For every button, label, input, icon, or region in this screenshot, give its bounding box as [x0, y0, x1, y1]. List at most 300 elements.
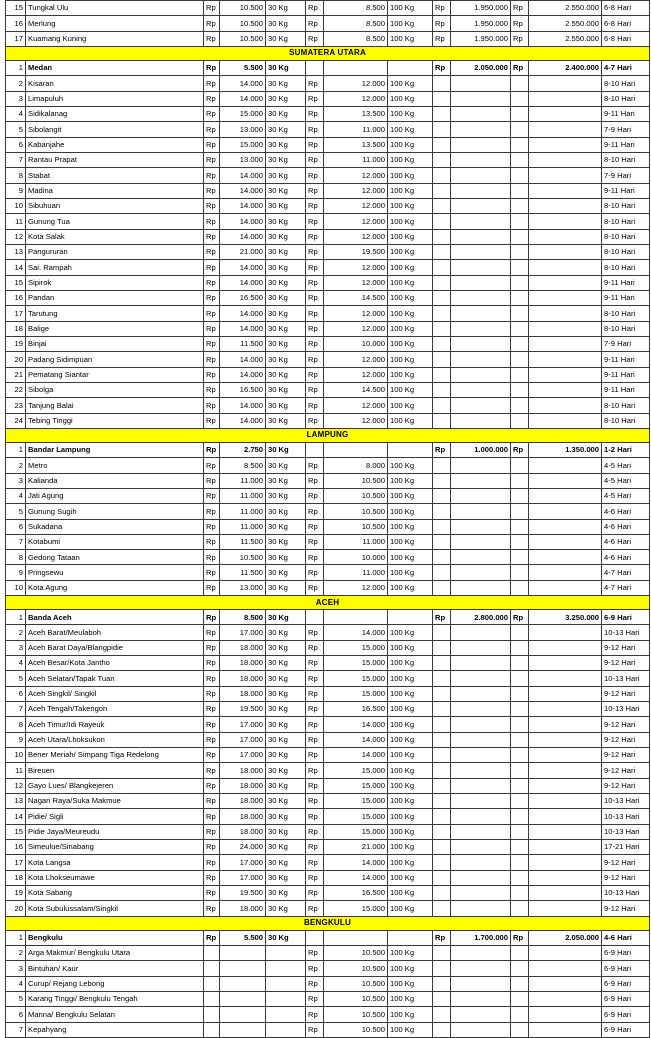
- tariff-motor: [451, 152, 511, 167]
- estimasi-hari: 17-21 Hari: [602, 840, 650, 855]
- tariff-mobil: 2.550.000: [529, 31, 602, 46]
- currency-30kg: Rp: [204, 122, 220, 137]
- table-row[interactable]: [6, 244, 650, 259]
- table-row[interactable]: [6, 367, 650, 382]
- tariff-motor: [451, 106, 511, 121]
- currency-100kg: Rp: [306, 732, 324, 747]
- table-row[interactable]: [6, 352, 650, 367]
- unit-30kg: 30 Kg: [266, 260, 306, 275]
- tariff-100kg: [324, 442, 388, 457]
- table-row[interactable]: [6, 809, 650, 824]
- city-name: Kota Subulussalam/Singkil: [26, 901, 204, 916]
- table-row[interactable]: [6, 16, 650, 31]
- table-row[interactable]: [6, 640, 650, 655]
- table-row[interactable]: [6, 1007, 650, 1022]
- estimasi-hari: 4-6 Hari: [602, 504, 650, 519]
- table-row[interactable]: [6, 930, 650, 945]
- city-name: Bireuen: [26, 763, 204, 778]
- tariff-30kg: 11.500: [220, 565, 266, 580]
- table-row[interactable]: [6, 534, 650, 549]
- unit-100kg: 100 Kg: [388, 886, 433, 901]
- currency-100kg: Rp: [306, 275, 324, 290]
- tariff-30kg: 17.000: [220, 870, 266, 885]
- unit-100kg: 100 Kg: [388, 290, 433, 305]
- table-row[interactable]: [6, 122, 650, 137]
- estimasi-hari: 9-12 Hari: [602, 763, 650, 778]
- tariff-100kg: 8.000: [324, 458, 388, 473]
- unit-100kg: 100 Kg: [388, 961, 433, 976]
- currency-100kg: Rp: [306, 382, 324, 397]
- unit-30kg: 30 Kg: [266, 534, 306, 549]
- currency-mobil: [511, 168, 529, 183]
- tariff-30kg: 14.000: [220, 198, 266, 213]
- unit-30kg: 30 Kg: [266, 244, 306, 259]
- currency-100kg: Rp: [306, 748, 324, 763]
- table-row[interactable]: [6, 1022, 650, 1037]
- tariff-mobil: [529, 91, 602, 106]
- currency-mobil: [511, 580, 529, 595]
- unit-30kg: 30 Kg: [266, 580, 306, 595]
- unit-30kg: [266, 946, 306, 961]
- tariff-30kg: 14.000: [220, 91, 266, 106]
- tariff-30kg: 15.000: [220, 106, 266, 121]
- currency-mobil: [511, 106, 529, 121]
- currency-motor: [433, 794, 451, 809]
- currency-30kg: Rp: [204, 732, 220, 747]
- currency-30kg: Rp: [204, 244, 220, 259]
- tariff-30kg: 2.750: [220, 442, 266, 457]
- row-number: 8: [6, 168, 26, 183]
- tariff-motor: [451, 625, 511, 640]
- tariff-100kg: 14.000: [324, 625, 388, 640]
- currency-motor: [433, 855, 451, 870]
- tariff-100kg: 10.500: [324, 961, 388, 976]
- tariff-100kg: 11.000: [324, 152, 388, 167]
- unit-30kg: 30 Kg: [266, 686, 306, 701]
- city-name: Tebing Tinggi: [26, 413, 204, 428]
- currency-100kg: Rp: [306, 565, 324, 580]
- currency-mobil: [511, 1022, 529, 1037]
- city-name: Stabat: [26, 168, 204, 183]
- currency-motor: [433, 473, 451, 488]
- tariff-100kg: 10.000: [324, 336, 388, 351]
- currency-30kg: Rp: [204, 656, 220, 671]
- tariff-mobil: [529, 214, 602, 229]
- currency-30kg: Rp: [204, 886, 220, 901]
- currency-30kg: Rp: [204, 106, 220, 121]
- estimasi-hari: 4-7 Hari: [602, 580, 650, 595]
- currency-100kg: Rp: [306, 413, 324, 428]
- currency-30kg: Rp: [204, 31, 220, 46]
- unit-30kg: 30 Kg: [266, 229, 306, 244]
- tariff-100kg: 13.500: [324, 106, 388, 121]
- row-number: 15: [6, 824, 26, 839]
- tariff-mobil: [529, 504, 602, 519]
- currency-motor: [433, 625, 451, 640]
- row-number: 6: [6, 137, 26, 152]
- currency-100kg: Rp: [306, 198, 324, 213]
- estimasi-hari: 8-10 Hari: [602, 91, 650, 106]
- estimasi-hari: 8-10 Hari: [602, 260, 650, 275]
- city-name: Bener Meriah/ Simpang Tiga Redelong: [26, 748, 204, 763]
- tariff-mobil: [529, 367, 602, 382]
- tariff-mobil: [529, 946, 602, 961]
- row-number: 8: [6, 550, 26, 565]
- currency-mobil: [511, 550, 529, 565]
- tariff-30kg: 14.000: [220, 76, 266, 91]
- estimasi-hari: 8-10 Hari: [602, 198, 650, 213]
- currency-100kg: Rp: [306, 321, 324, 336]
- currency-mobil: [511, 382, 529, 397]
- estimasi-hari: 9-12 Hari: [602, 778, 650, 793]
- currency-mobil: [511, 656, 529, 671]
- row-number: 21: [6, 367, 26, 382]
- tariff-mobil: 1.350.000: [529, 442, 602, 457]
- currency-100kg: Rp: [306, 809, 324, 824]
- currency-30kg: [204, 1007, 220, 1022]
- tariff-mobil: [529, 840, 602, 855]
- table-row[interactable]: [6, 260, 650, 275]
- tariff-motor: [451, 992, 511, 1007]
- tariff-mobil: [529, 534, 602, 549]
- currency-mobil: [511, 717, 529, 732]
- tariff-100kg: 13.500: [324, 137, 388, 152]
- table-row[interactable]: [6, 413, 650, 428]
- table-row[interactable]: [6, 229, 650, 244]
- currency-100kg: Rp: [306, 183, 324, 198]
- table-row[interactable]: [6, 870, 650, 885]
- tariff-motor: [451, 534, 511, 549]
- table-row[interactable]: [6, 214, 650, 229]
- unit-30kg: [266, 992, 306, 1007]
- currency-mobil: [511, 824, 529, 839]
- table-row[interactable]: [6, 458, 650, 473]
- tariff-motor: [451, 686, 511, 701]
- estimasi-hari: 6-9 Hari: [602, 1007, 650, 1022]
- table-row[interactable]: [6, 778, 650, 793]
- unit-30kg: 30 Kg: [266, 321, 306, 336]
- tariff-motor: [451, 260, 511, 275]
- table-row[interactable]: [6, 290, 650, 305]
- table-row[interactable]: [6, 656, 650, 671]
- table-row[interactable]: [6, 717, 650, 732]
- city-name: Balige: [26, 321, 204, 336]
- currency-motor: Rp: [433, 16, 451, 31]
- table-row[interactable]: [6, 60, 650, 75]
- tariff-motor: [451, 183, 511, 198]
- tariff-motor: [451, 504, 511, 519]
- currency-mobil: [511, 473, 529, 488]
- row-number: 10: [6, 580, 26, 595]
- estimasi-hari: 10-13 Hari: [602, 702, 650, 717]
- currency-mobil: [511, 625, 529, 640]
- currency-mobil: [511, 565, 529, 580]
- table-row[interactable]: [6, 748, 650, 763]
- currency-motor: [433, 886, 451, 901]
- currency-mobil: [511, 794, 529, 809]
- table-row[interactable]: [6, 336, 650, 351]
- table-row[interactable]: [6, 473, 650, 488]
- currency-100kg: Rp: [306, 1022, 324, 1037]
- estimasi-hari: 9-11 Hari: [602, 275, 650, 290]
- table-row[interactable]: [6, 382, 650, 397]
- city-name: Sibolangit: [26, 122, 204, 137]
- row-number: 17: [6, 306, 26, 321]
- table-row[interactable]: [6, 702, 650, 717]
- table-row[interactable]: [6, 488, 650, 503]
- currency-30kg: Rp: [204, 870, 220, 885]
- currency-motor: [433, 244, 451, 259]
- unit-100kg: 100 Kg: [388, 31, 433, 46]
- currency-30kg: Rp: [204, 198, 220, 213]
- tariff-30kg: 13.000: [220, 122, 266, 137]
- city-name: Pematang Siantar: [26, 367, 204, 382]
- estimasi-hari: 9-12 Hari: [602, 870, 650, 885]
- table-row[interactable]: [6, 398, 650, 413]
- tariff-30kg: 18.000: [220, 640, 266, 655]
- unit-100kg: 100 Kg: [388, 214, 433, 229]
- estimasi-hari: 8-10 Hari: [602, 321, 650, 336]
- row-number: 15: [6, 275, 26, 290]
- table-row[interactable]: [6, 671, 650, 686]
- table-row[interactable]: [6, 732, 650, 747]
- currency-100kg: Rp: [306, 870, 324, 885]
- region-name: BENGKULU: [6, 916, 650, 930]
- currency-30kg: Rp: [204, 336, 220, 351]
- unit-30kg: 30 Kg: [266, 550, 306, 565]
- unit-30kg: 30 Kg: [266, 763, 306, 778]
- estimasi-hari: 8-10 Hari: [602, 398, 650, 413]
- currency-motor: [433, 458, 451, 473]
- unit-100kg: 100 Kg: [388, 398, 433, 413]
- currency-mobil: [511, 229, 529, 244]
- currency-30kg: Rp: [204, 76, 220, 91]
- table-row[interactable]: [6, 580, 650, 595]
- currency-100kg: Rp: [306, 855, 324, 870]
- currency-100kg: Rp: [306, 398, 324, 413]
- tariff-30kg: 11.500: [220, 534, 266, 549]
- table-row[interactable]: [6, 1, 650, 16]
- table-row[interactable]: [6, 504, 650, 519]
- tariff-100kg: 15.000: [324, 809, 388, 824]
- tariff-mobil: 2.400.000: [529, 60, 602, 75]
- shipping-price-table: [5, 0, 650, 1038]
- unit-30kg: 30 Kg: [266, 565, 306, 580]
- currency-100kg: Rp: [306, 778, 324, 793]
- table-row[interactable]: [6, 625, 650, 640]
- tariff-motor: [451, 306, 511, 321]
- currency-mobil: [511, 367, 529, 382]
- unit-100kg: 100 Kg: [388, 855, 433, 870]
- row-number: 3: [6, 473, 26, 488]
- tariff-100kg: 15.000: [324, 686, 388, 701]
- estimasi-hari: 9-12 Hari: [602, 656, 650, 671]
- table-row[interactable]: [6, 686, 650, 701]
- currency-100kg: Rp: [306, 168, 324, 183]
- tariff-mobil: 3.250.000: [529, 610, 602, 625]
- tariff-30kg: 18.000: [220, 901, 266, 916]
- unit-100kg: 100 Kg: [388, 671, 433, 686]
- tariff-30kg: 18.000: [220, 794, 266, 809]
- tariff-motor: [451, 458, 511, 473]
- unit-100kg: 100 Kg: [388, 824, 433, 839]
- unit-100kg: 100 Kg: [388, 702, 433, 717]
- tariff-30kg: [220, 976, 266, 991]
- city-name: Kota Lhokseumawe: [26, 870, 204, 885]
- table-row[interactable]: [6, 610, 650, 625]
- currency-motor: [433, 367, 451, 382]
- currency-motor: [433, 488, 451, 503]
- currency-motor: [433, 824, 451, 839]
- row-number: 11: [6, 763, 26, 778]
- table-row[interactable]: [6, 137, 650, 152]
- currency-mobil: [511, 91, 529, 106]
- unit-100kg: 100 Kg: [388, 137, 433, 152]
- currency-motor: [433, 398, 451, 413]
- table-row[interactable]: [6, 824, 650, 839]
- currency-mobil: [511, 260, 529, 275]
- table-row[interactable]: [6, 306, 650, 321]
- unit-100kg: 100 Kg: [388, 809, 433, 824]
- currency-motor: [433, 214, 451, 229]
- estimasi-hari: 7-9 Hari: [602, 122, 650, 137]
- table-row[interactable]: [6, 198, 650, 213]
- row-number: 7: [6, 702, 26, 717]
- unit-30kg: [266, 961, 306, 976]
- unit-30kg: 30 Kg: [266, 336, 306, 351]
- currency-30kg: Rp: [204, 855, 220, 870]
- unit-30kg: 30 Kg: [266, 183, 306, 198]
- tariff-mobil: [529, 870, 602, 885]
- tariff-30kg: 21.000: [220, 244, 266, 259]
- currency-mobil: [511, 1007, 529, 1022]
- tariff-30kg: 8.500: [220, 610, 266, 625]
- currency-100kg: Rp: [306, 1007, 324, 1022]
- table-row[interactable]: [6, 168, 650, 183]
- table-row[interactable]: [6, 76, 650, 91]
- table-row[interactable]: [6, 794, 650, 809]
- tariff-100kg: 10.500: [324, 946, 388, 961]
- table-row[interactable]: [6, 183, 650, 198]
- currency-30kg: Rp: [204, 60, 220, 75]
- tariff-mobil: [529, 886, 602, 901]
- table-row[interactable]: [6, 519, 650, 534]
- table-row[interactable]: [6, 550, 650, 565]
- currency-100kg: Rp: [306, 671, 324, 686]
- city-name: Sukadana: [26, 519, 204, 534]
- table-row[interactable]: [6, 442, 650, 457]
- tariff-30kg: 15.000: [220, 137, 266, 152]
- tariff-100kg: 11.000: [324, 565, 388, 580]
- currency-mobil: Rp: [511, 60, 529, 75]
- currency-motor: [433, 352, 451, 367]
- unit-30kg: 30 Kg: [266, 656, 306, 671]
- tariff-motor: [451, 886, 511, 901]
- row-number: 8: [6, 717, 26, 732]
- unit-100kg: [388, 930, 433, 945]
- table-row[interactable]: [6, 321, 650, 336]
- tariff-motor: [451, 809, 511, 824]
- row-number: 18: [6, 321, 26, 336]
- table-row[interactable]: [6, 961, 650, 976]
- currency-mobil: [511, 870, 529, 885]
- currency-mobil: [511, 458, 529, 473]
- tariff-mobil: [529, 717, 602, 732]
- tariff-motor: 1.700.000: [451, 930, 511, 945]
- estimasi-hari: 9-12 Hari: [602, 901, 650, 916]
- table-row[interactable]: [6, 946, 650, 961]
- unit-30kg: 30 Kg: [266, 398, 306, 413]
- tariff-100kg: 14.000: [324, 717, 388, 732]
- tariff-30kg: 17.000: [220, 625, 266, 640]
- row-number: 1: [6, 442, 26, 457]
- currency-motor: [433, 137, 451, 152]
- row-number: 2: [6, 458, 26, 473]
- tariff-mobil: [529, 306, 602, 321]
- unit-100kg: 100 Kg: [388, 640, 433, 655]
- currency-motor: [433, 748, 451, 763]
- table-row[interactable]: [6, 840, 650, 855]
- tariff-motor: [451, 275, 511, 290]
- currency-100kg: [306, 442, 324, 457]
- tariff-motor: [451, 352, 511, 367]
- currency-100kg: Rp: [306, 840, 324, 855]
- currency-mobil: [511, 504, 529, 519]
- tariff-100kg: 12.000: [324, 413, 388, 428]
- tariff-100kg: 10.500: [324, 473, 388, 488]
- table-row[interactable]: [6, 992, 650, 1007]
- table-row[interactable]: [6, 763, 650, 778]
- currency-motor: [433, 504, 451, 519]
- unit-100kg: 100 Kg: [388, 732, 433, 747]
- unit-100kg: 100 Kg: [388, 275, 433, 290]
- tariff-30kg: [220, 992, 266, 1007]
- estimasi-hari: 6-9 Hari: [602, 610, 650, 625]
- tariff-100kg: 14.000: [324, 748, 388, 763]
- table-row[interactable]: [6, 275, 650, 290]
- row-number: 2: [6, 946, 26, 961]
- unit-100kg: [388, 442, 433, 457]
- row-number: 9: [6, 732, 26, 747]
- tariff-30kg: [220, 946, 266, 961]
- tariff-100kg: 14.500: [324, 290, 388, 305]
- table-row[interactable]: [6, 565, 650, 580]
- table-row[interactable]: [6, 976, 650, 991]
- table-row[interactable]: [6, 31, 650, 46]
- table-row[interactable]: [6, 106, 650, 121]
- currency-motor: [433, 275, 451, 290]
- row-number: 4: [6, 488, 26, 503]
- currency-motor: [433, 413, 451, 428]
- region-header-row: [6, 46, 650, 60]
- currency-100kg: Rp: [306, 488, 324, 503]
- table-row[interactable]: [6, 855, 650, 870]
- unit-100kg: [388, 610, 433, 625]
- currency-motor: [433, 260, 451, 275]
- currency-100kg: Rp: [306, 656, 324, 671]
- row-number: 3: [6, 961, 26, 976]
- unit-100kg: 100 Kg: [388, 183, 433, 198]
- city-name: Aceh Tengah/Takengon: [26, 702, 204, 717]
- unit-30kg: 30 Kg: [266, 198, 306, 213]
- unit-100kg: 100 Kg: [388, 519, 433, 534]
- unit-30kg: 30 Kg: [266, 413, 306, 428]
- table-row[interactable]: [6, 91, 650, 106]
- row-number: 5: [6, 122, 26, 137]
- unit-30kg: 30 Kg: [266, 778, 306, 793]
- table-row[interactable]: [6, 886, 650, 901]
- table-row[interactable]: [6, 152, 650, 167]
